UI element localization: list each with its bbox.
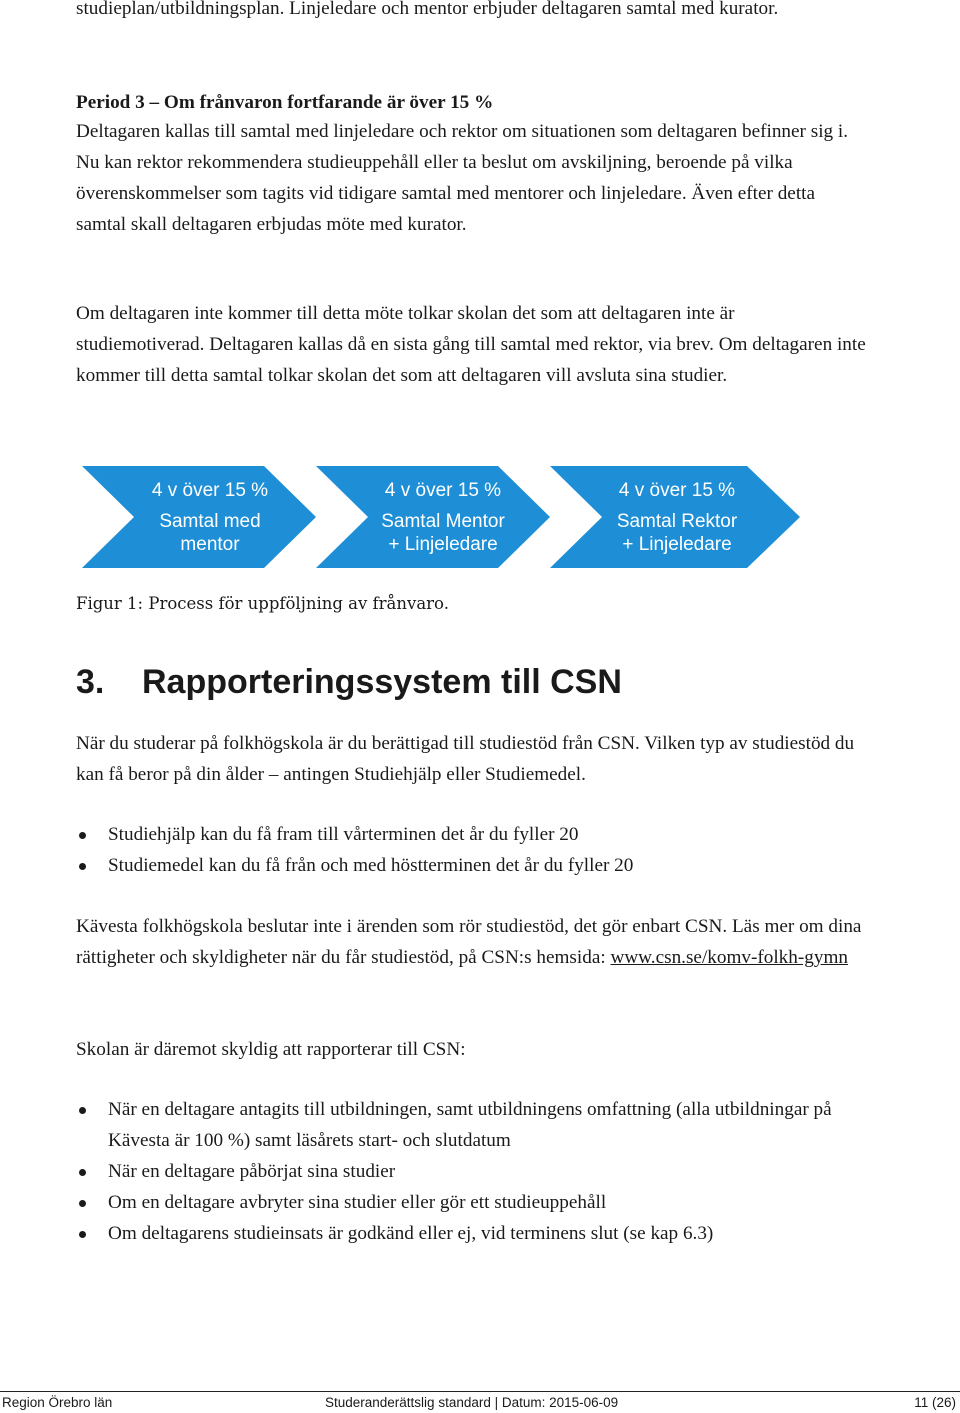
list-item: När en deltagare påbörjat sina studier <box>76 1156 876 1187</box>
process-step-2 <box>353 466 533 568</box>
csn-link[interactable]: www.csn.se/komv-folkh-gymn <box>610 947 848 968</box>
section-heading <box>76 656 622 708</box>
process-step-3-line2: + Linjeledare <box>622 533 732 555</box>
process-step-2-line2: + Linjeledare <box>388 533 498 555</box>
process-step-3-pct: 4 v över 15 % <box>618 479 736 501</box>
footer-organization: Region Örebro län <box>2 1395 113 1410</box>
process-step-2-line1: Samtal Mentor <box>381 510 505 532</box>
figure-caption: Figur 1: Process för uppföljning av frånvaro. <box>76 594 449 613</box>
report-list <box>76 1094 876 1249</box>
no-show-paragraph: Om deltagaren inte kommer till detta möte tolkar skolan det som att deltagaren inte är studiemotiverad. Deltagaren kallas då en sista gång till samtal med rektor, via brev. Om deltagaren inte kommer till detta samtal tolkar skolan det som att deltagaren vill avsluta sina studier. <box>76 303 866 386</box>
process-step-3-line1: Samtal Rektor <box>616 510 738 532</box>
process-step-3 <box>587 466 767 568</box>
list-item: Om deltagarens studieinsats är godkänd eller ej, vid terminens slut (se kap 6.3) <box>76 1218 876 1249</box>
footer-document-info: Studeranderättslig standard | Datum: 2015-06-09 <box>325 1395 619 1410</box>
footer-page-number: 11 (26) <box>914 1395 956 1410</box>
report-intro-paragraph: Skolan är däremot skyldig att rapporterar till CSN: <box>76 1039 466 1060</box>
list-item: Studiehjälp kan du få fram till vårterminen det år du fyller 20 <box>76 819 876 850</box>
process-step-1-pct: 4 v över 15 % <box>151 479 269 501</box>
process-step-2-pct: 4 v över 15 % <box>384 479 502 501</box>
list-item: Om en deltagare avbryter sina studier eller gör ett studieuppehåll <box>76 1187 876 1218</box>
period3-paragraph: Deltagaren kallas till samtal med linjeledare och rektor om situationen som deltagaren befinner sig i. Nu kan rektor rekommendera studieuppehåll eller ta beslut om avskiljning, beroende på vilka överenskommelser som tagits vid tidigare samtal med mentorer och linjeledare. Även efter detta samtal skall deltagaren erbjudas möte med kurator. <box>76 121 849 235</box>
list-item: När en deltagare antagits till utbildningen, samt utbildningens omfattning (alla utbildningar på Kävesta är 100 %) samt läsårets start- och slutdatum <box>76 1094 876 1156</box>
period3-heading: Period 3 – Om frånvaron fortfarande är över 15 % <box>76 92 494 113</box>
section-number: 3. <box>76 663 105 701</box>
csn-info-paragraph <box>76 911 866 973</box>
page-footer <box>0 1391 960 1412</box>
csn-intro-paragraph: När du studerar på folkhögskola är du berättigad till studiestöd från CSN. Vilken typ av studiestöd du kan få beror på din ålder – antingen Studiehjälp eller Studiemedel. <box>76 733 855 785</box>
process-step-1 <box>120 466 300 568</box>
study-support-list <box>76 819 876 881</box>
process-step-1-line2: mentor <box>180 533 240 555</box>
section-title: Rapporteringssystem till CSN <box>142 663 622 701</box>
list-item: Studiemedel kan du få från och med höstterminen det år du fyller 20 <box>76 850 876 881</box>
intro-paragraph: studieplan/utbildningsplan. Linjeledare och mentor erbjuder deltagaren samtal med kurator. <box>76 0 779 19</box>
csn-info-text: Kävesta folkhögskola beslutar inte i ärenden som rör studiestöd, det gör enbart CSN. Läs mer om dina rättigheter och skyldigheter när du får studiestöd, på CSN:s hemsida: <box>76 916 862 968</box>
process-step-1-line1: Samtal med <box>159 510 261 532</box>
